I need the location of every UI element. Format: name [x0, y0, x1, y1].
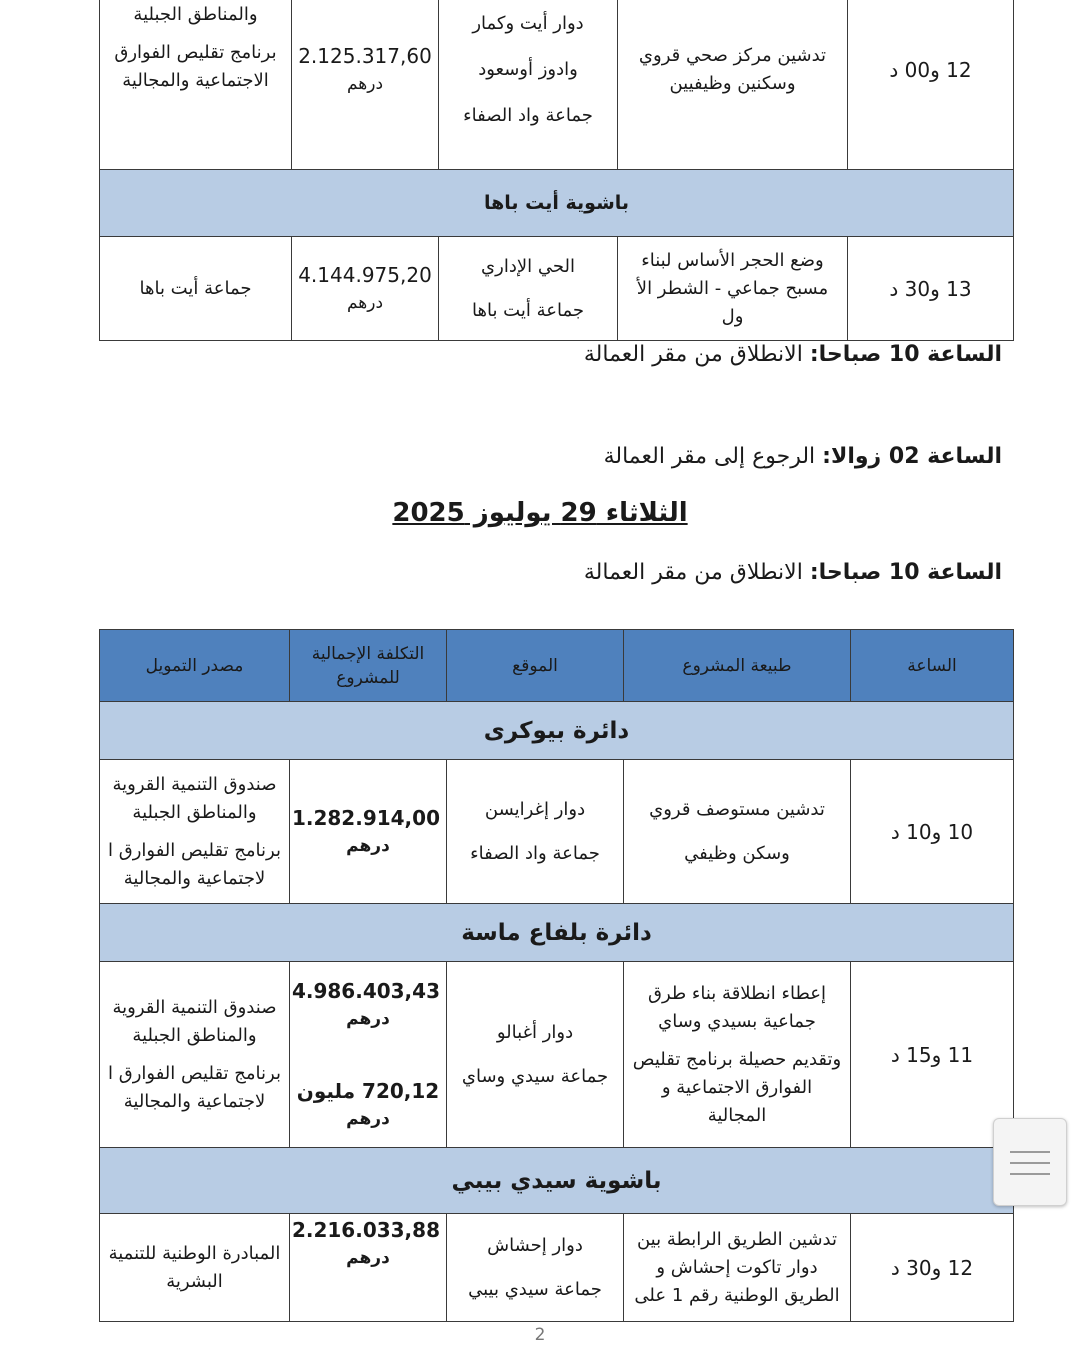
time-cell: 11 و15 د [851, 962, 1014, 1148]
section-row [100, 702, 1014, 760]
section-row [100, 170, 1014, 237]
table-row [100, 0, 1014, 170]
funding-cell: والمناطق الجبلية برنامج تقليص الفوارق الاجتماعية والمجالية [100, 0, 292, 170]
funding-cell: جماعة أيت باها [100, 237, 292, 341]
project-nature-cell: تدشين الطريق الرابطة بين دوار تاكوت إحشاش و الطريق الوطنية رقم 1 على [624, 1214, 851, 1322]
cost-cell: 2.125.317,60 درهم [292, 0, 439, 170]
funding-cell: صندوق التنمية القروية والمناطق الجبلية برنامج تقليص الفوارق ا لاجتماعية والمجالية [100, 962, 290, 1148]
section-title: باشوية سيدي بيبي [100, 1148, 1014, 1214]
return-line: الساعة 02 زوالا: الرجوع إلى مقر العمالة [603, 444, 1002, 469]
page-number: 2 [534, 1325, 546, 1345]
hamburger-menu-icon [1010, 1162, 1050, 1164]
section-title: دائرة بيوكرى [100, 702, 1014, 760]
header-funding: مصدر التمويل [100, 630, 290, 702]
location-cell: دوار أغبالو جماعة سيدي وساي [447, 962, 624, 1148]
time-cell: 13 و30 د [848, 237, 1014, 341]
cost-cell: 1.282.914,00 درهم [290, 760, 447, 904]
project-nature-cell: وضع الحجر الأساس لبناء مسبح جماعي - الشطر الأ ول [618, 237, 848, 341]
section-row [100, 1148, 1014, 1214]
schedule-table-1 [99, 0, 1014, 341]
project-nature-cell: تدشين مستوصف قروي وسكن وظيفي [624, 760, 851, 904]
schedule-table-2 [99, 629, 1014, 1322]
cost-cell: 4.144.975,20 درهم [292, 237, 439, 341]
table-header-row [100, 630, 1014, 702]
header-cost: التكلفة الإجمالية للمشروع [290, 630, 447, 702]
cost-cell: 4.986.403,43 درهم 720,12 مليون درهم [290, 962, 447, 1148]
project-nature-cell: تدشين مركز صحي قروي وسكنين وظيفيين [618, 0, 848, 170]
project-nature-cell: إعطاء انطلاقة بناء طرق جماعية بسيدي وساي وتقديم حصيلة برنامج تقليص الفوارق الاجتماعية و المجالية [624, 962, 851, 1148]
date-heading: الثلاثاء 29 يوليوز 2025 [392, 498, 688, 528]
header-time: الساعة [851, 630, 1014, 702]
time-cell: 10 و10 د [851, 760, 1014, 904]
section-title: باشوية أيت باها [100, 170, 1014, 237]
hamburger-menu-icon [1010, 1151, 1050, 1153]
table-row [100, 760, 1014, 904]
location-cell: دوار إحشاش جماعة سيدي بيبي [447, 1214, 624, 1322]
departure-line-1: الساعة 10 صباحا: الانطلاق من مقر العمالة [583, 342, 1002, 367]
time-cell: 12 و30 د [851, 1214, 1014, 1322]
section-title: دائرة بلفاع ماسة [100, 904, 1014, 962]
location-cell: الحي الإداري جماعة أيت باها [439, 237, 618, 341]
header-location: الموقع [447, 630, 624, 702]
menu-button[interactable] [993, 1118, 1067, 1206]
hamburger-menu-icon [1010, 1173, 1050, 1175]
funding-cell: صندوق التنمية القروية والمناطق الجبلية برنامج تقليص الفوارق ا لاجتماعية والمجالية [100, 760, 290, 904]
cost-cell: 2.216.033,88 درهم [290, 1214, 447, 1322]
table-row [100, 237, 1014, 341]
location-cell: دوار إغرايسن جماعة واد الصفاء [447, 760, 624, 904]
table-row [100, 962, 1014, 1148]
time-cell: 12 و00 د [848, 0, 1014, 170]
location-cell: دوار أيت وكمار وادوز أوسعود جماعة واد الصفاء [439, 0, 618, 170]
funding-cell: المبادرة الوطنية للتنمية البشرية [100, 1214, 290, 1322]
departure-line-2: الساعة 10 صباحا: الانطلاق من مقر العمالة [583, 560, 1002, 585]
table-row [100, 1214, 1014, 1322]
header-nature: طبيعة المشروع [624, 630, 851, 702]
section-row [100, 904, 1014, 962]
